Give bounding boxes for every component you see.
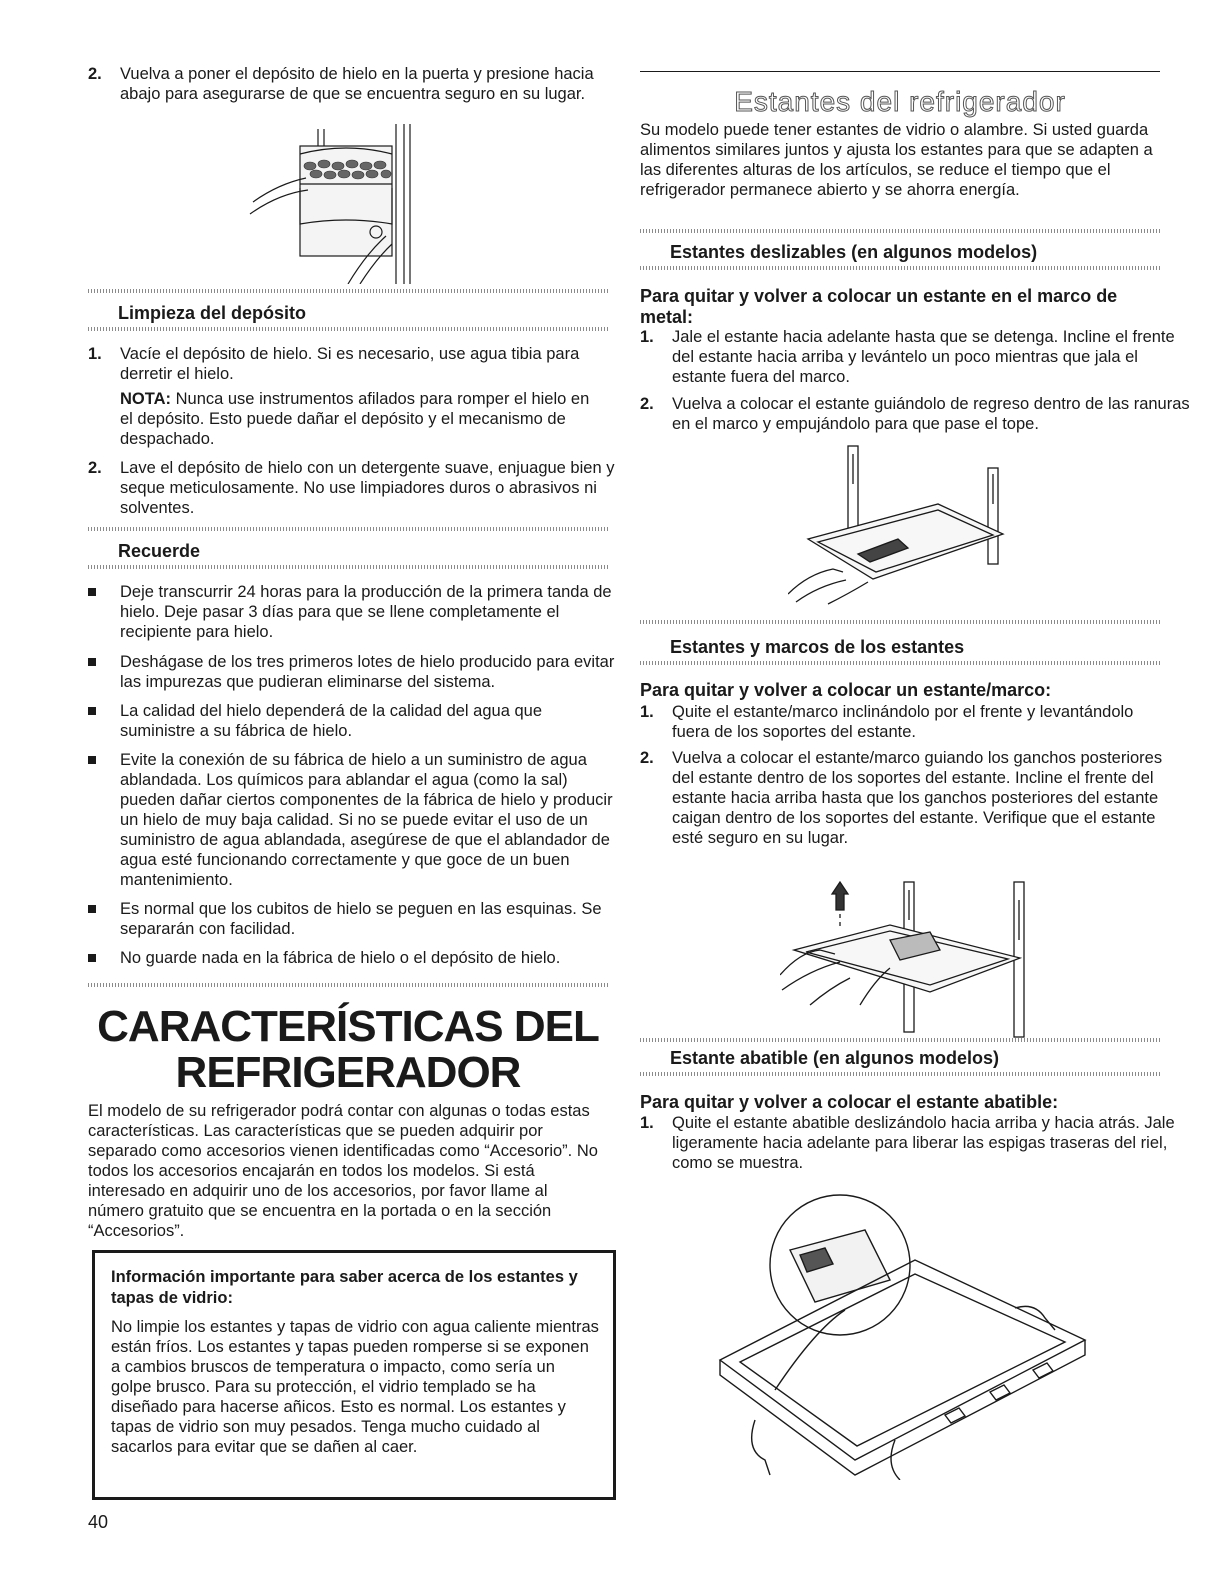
cleaning-step-1: [88, 344, 625, 384]
step-text: Vuelva a colocar el estante guiándolo de regreso dentro de las ranuras en el marco y empujándolo para que pase el tope.: [672, 395, 1190, 433]
section-intro: El modelo de su refrigerador podrá contar con algunas o todas estas características. Las características que se pueden adquirir por separado como accesorios vienen identificadas como “Accesorio”. No todos los accesorios encajarán en todos los modelos. Si está interesado en adquirir uno de los accesorios, por favor llame al número gratuito que se encuentra en la portada o en la sección “Accesorios”.: [88, 1102, 598, 1240]
shelves-intro: Su modelo puede tener estantes de vidrio o alambre. Si usted guarda alimentos similares juntos y ajusta los estantes para que se adapten a las diferentes alturas de los artículos, se reduce el tiempo que el refrigerador permanece abierto y se ahorra energía.: [640, 121, 1153, 199]
step-text: Quite el estante/marco inclinándolo por el frente y levantándolo fuera de los soportes del estante.: [672, 703, 1134, 741]
step-number: 1.: [640, 703, 654, 721]
section-title-line-2: REFRIGERADOR: [175, 1048, 521, 1097]
bullet-text: Deshágase de los tres primeros lotes de hielo producido para evitar las impurezas que pudieran eliminarse del sistema.: [120, 653, 615, 691]
top-rule: [640, 71, 1160, 72]
shelves-title: Estantes del refrigerador: [734, 86, 1066, 117]
sliding-step-1: [640, 327, 1192, 387]
bullet-icon: [88, 588, 96, 596]
remember-bullet: [88, 750, 625, 890]
remember-bullet: [88, 899, 620, 939]
step-text: Vacíe el depósito de hielo. Si es necesario, use agua tibia para derretir el hielo.: [120, 345, 580, 383]
bullet-icon: [88, 954, 96, 962]
divider: [640, 661, 1160, 665]
step-number: 1.: [640, 328, 654, 346]
tilting-subheading: Para quitar y volver a colocar el estante abatible:: [640, 1092, 1059, 1112]
section-title-line-1: CARACTERÍSTICAS DEL: [97, 1002, 599, 1051]
tilting-shelf-illustration: [715, 1190, 1095, 1480]
remember-heading: Recuerde: [118, 541, 201, 561]
bullet-text: Deje transcurrir 24 horas para la producción de la primera tanda de hielo. Deje pasar 3 días para que se llene completamente el recipiente para hielo.: [120, 583, 612, 641]
divider: [640, 620, 1160, 624]
bullet-icon: [88, 658, 96, 666]
cleaning-note: [120, 389, 600, 449]
step-text: Quite el estante abatible deslizándolo hacia arriba y hacia atrás. Jale ligeramente hacia adelante para liberar las espigas traseras del riel, como se muestra.: [672, 1114, 1175, 1172]
sliding-step-2: [640, 394, 1192, 434]
bullet-icon: [88, 707, 96, 715]
cleaning-step-2: [88, 458, 625, 518]
sliding-subheading: Para quitar y volver a colocar un estante en el marco de metal:: [640, 286, 1118, 327]
info-box-title: Información importante para saber acerca de los estantes y tapas de vidrio:: [111, 1268, 578, 1307]
remember-bullet: [88, 948, 625, 968]
remember-bullet: [88, 582, 620, 642]
divider: [640, 266, 1160, 270]
sliding-shelf-illustration: [788, 444, 1018, 614]
frames-heading: Estantes y marcos de los estantes: [670, 637, 965, 657]
divider: [640, 229, 1160, 233]
divider: [88, 289, 608, 293]
info-box-body: No limpie los estantes y tapas de vidrio con agua caliente mientras están fríos. Los estantes y tapas pueden romperse si se exponen a cambios bruscos de temperatura o impacto, como sería un golpe brusco. Para su protección, el vidrio templado se ha diseñado para hacerse añicos. Esto es normal. Los estantes y tapas de vidrio son muy pesados. Tenga mucho cuidado al sacarlos para evitar que se dañen al caer.: [111, 1318, 599, 1456]
sliding-heading: Estantes deslizables (en algunos modelos): [670, 242, 1038, 262]
divider: [88, 327, 608, 331]
step-number: 1.: [640, 1114, 654, 1132]
divider: [88, 565, 608, 569]
step-number: 2.: [88, 459, 102, 477]
divider: [88, 527, 608, 531]
bullet-text: La calidad del hielo dependerá de la calidad del agua que suministre a su fábrica de hielo.: [120, 702, 543, 740]
frames-step-2: [640, 748, 1172, 848]
step-number: 2.: [640, 749, 654, 767]
bullet-text: No guarde nada en la fábrica de hielo o el depósito de hielo.: [120, 949, 561, 967]
bullet-text: Es normal que los cubitos de hielo se peguen en las esquinas. Se separarán con facilidad.: [120, 900, 602, 938]
shelf-frame-illustration: [780, 880, 1040, 1040]
step-text: Jale el estante hacia adelante hasta que se detenga. Incline el frente del estante hacia arriba y levántelo un poco mientras que jala el estante fuera del marco.: [672, 328, 1175, 386]
important-info-box: [92, 1250, 616, 1500]
divider: [88, 983, 608, 987]
remember-bullet: [88, 652, 625, 692]
step-number: 2.: [88, 65, 102, 83]
step-text: Lave el depósito de hielo con un detergente suave, enjuague bien y seque meticulosamente. No use limpiadores duros o abrasivos ni solventes.: [120, 459, 615, 517]
ice-bin-illustration: [248, 124, 528, 284]
cleaning-heading: Limpieza del depósito: [118, 303, 307, 323]
divider: [640, 1038, 1160, 1042]
step-reinstall-bin: [88, 64, 625, 104]
section-title: [88, 1004, 608, 1096]
page-number: 40: [88, 1512, 109, 1532]
remember-bullet: [88, 701, 620, 741]
divider: [640, 1072, 1160, 1076]
step-number: 2.: [640, 395, 654, 413]
step-text: Vuelva a colocar el estante/marco guiando los ganchos posteriores del estante dentro de los soportes del estante. Incline el frente del estante hacia arriba hasta que los ganchos posteriores del estante caigan dentro de los soportes del estante. Verifique que el estante esté seguro en su lugar.: [672, 749, 1163, 847]
frames-step-1: [640, 702, 1152, 742]
note-text: Nunca use instrumentos afilados para romper el hielo en el depósito. Esto puede dañar el depósito y el mecanismo de despachado.: [120, 390, 590, 448]
note-label: NOTA:: [120, 390, 172, 408]
tilting-heading: Estante abatible (en algunos modelos): [670, 1048, 1000, 1068]
step-text: Vuelva a poner el depósito de hielo en la puerta y presione hacia abajo para asegurarse de que se encuentra seguro en su lugar.: [120, 65, 594, 103]
frames-subheading: Para quitar y volver a colocar un estante/marco:: [640, 680, 1052, 700]
bullet-text: Evite la conexión de su fábrica de hielo a un suministro de agua ablandada. Los químicos para ablandar el agua (como la sal) pueden dañar ciertos componentes de la fábrica de hielo y producir un hielo de muy baja calidad. Si no se puede evitar el uso de un suministro de agua ablandada, asegúrese de que el ablandador de agua esté funcionando correctamente y que goce de un buen mantenimiento.: [120, 751, 613, 889]
bullet-icon: [88, 905, 96, 913]
bullet-icon: [88, 756, 96, 764]
tilting-step-1: [640, 1113, 1182, 1173]
step-number: 1.: [88, 345, 102, 363]
